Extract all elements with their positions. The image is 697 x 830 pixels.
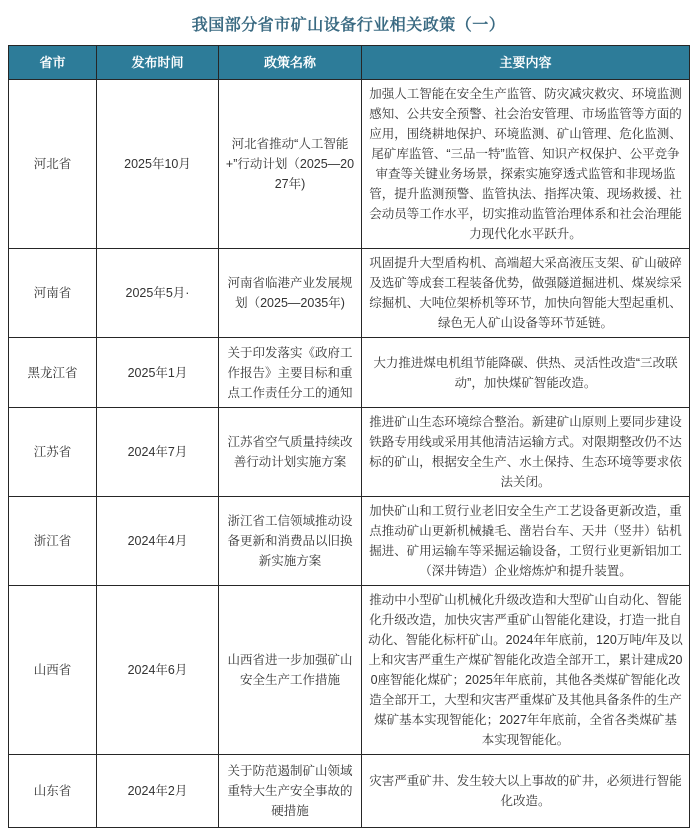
province-cell: 浙江省	[9, 497, 97, 586]
province-cell: 江苏省	[9, 408, 97, 497]
page-title: 我国部分省市矿山设备行业相关政策（一）	[191, 17, 506, 34]
policy-name-cell: 浙江省工信领域推动设备更新和消费品以旧换新实施方案	[219, 497, 362, 586]
policy-table	[8, 45, 690, 828]
policy-name-cell: 河南省临港产业发展规划（2025—2035年)	[219, 249, 362, 338]
date-cell: 2024年7月	[97, 408, 219, 497]
policy-name-cell: 山西省进一步加强矿山安全生产工作措施	[219, 586, 362, 755]
table-row-zhejiang	[9, 497, 690, 586]
date-cell: 2025年1月	[97, 338, 219, 408]
col-header-province: 省市	[9, 46, 97, 80]
col-header-main-content: 主要内容	[362, 46, 690, 80]
policy-content-cell: 推进矿山生态环境综合整治。新建矿山原则上要同步建设铁路专用线或采用其他清洁运输方式。对限期整改仍不达标的矿山，根据安全生产、水土保持、生态环境等要求依法关闭。	[362, 408, 690, 497]
table-row-jiangsu	[9, 408, 690, 497]
table-row-shanxi	[9, 586, 690, 755]
province-cell: 山东省	[9, 755, 97, 828]
date-cell: 2024年6月	[97, 586, 219, 755]
policy-name-cell: 关于防范遏制矿山领域重特大生产安全事故的硬措施	[219, 755, 362, 828]
date-cell: 2024年4月	[97, 497, 219, 586]
table-row-shandong	[9, 755, 690, 828]
province-cell: 河北省	[9, 80, 97, 249]
policy-content-cell: 推动中小型矿山机械化升级改造和大型矿山自动化、智能化升级改造，加快灾害严重矿山智能化建设，打造一批自动化、智能化标杆矿山。2024年年底前，120万吨/年及以上和灾害严重生产煤矿智能化改造全部开工，累计建成200座智能化煤矿；2025年年底前，其他各类煤矿智能化改造全部开工，大型和灾害严重煤矿及其他具备条件的生产煤矿基本实现智能化；2027年年底前，全省各类煤矿基本实现智能化。	[362, 586, 690, 755]
table-row-heilongjiang	[9, 338, 690, 408]
policy-content-cell: 大力推进煤电机组节能降碳、供热、灵活性改造“三改联动”，加快煤矿智能改造。	[362, 338, 690, 408]
date-cell: 2024年2月	[97, 755, 219, 828]
policy-name-cell: 河北省推动“人工智能+”行动计划（2025—2027年)	[219, 80, 362, 249]
province-cell: 河南省	[9, 249, 97, 338]
policy-content-cell: 巩固提升大型盾构机、高端超大采高液压支架、矿山破碎及选矿等成套工程装备优势，做强隧道掘进机、煤炭综采综掘机、大吨位架桥机等环节，加快向智能大型起重机、绿色无人矿山设备等环节延链。	[362, 249, 690, 338]
policy-name-cell: 关于印发落实《政府工作报告》主要目标和重点工作责任分工的通知	[219, 338, 362, 408]
header-row	[9, 46, 690, 80]
col-header-policy-name: 政策名称	[219, 46, 362, 80]
province-cell: 黑龙江省	[9, 338, 97, 408]
policy-name-cell: 江苏省空气质量持续改善行动计划实施方案	[219, 408, 362, 497]
date-cell: 2025年10月	[97, 80, 219, 249]
policy-content-cell: 加快矿山和工贸行业老旧安全生产工艺设备更新改造，重点推动矿山更新机械撬毛、凿岩台车、天井（竖井）钻机掘进、矿用运输车等采掘运输设备，工贸行业更新铝加工（深井铸造）企业熔炼炉和提升装置。	[362, 497, 690, 586]
col-header-date: 发布时间	[97, 46, 219, 80]
date-cell: 2025年5月·	[97, 249, 219, 338]
province-cell: 山西省	[9, 586, 97, 755]
policy-content-cell: 加强人工智能在安全生产监管、防灾减灾救灾、环境监测感知、公共安全预警、社会治安管理、市场监管等方面的应用，围绕耕地保护、环境监测、矿山管理、危化监测、尾矿库监管、“三品一特”监管、知识产权保护、公平竞争审查等关键业务场景，探索实施穿透式监管和非现场监管，提升监测预警、监管执法、指挥决策、现场救援、社会动员等工作水平，切实推动监管治理体系和社会治理能力现代化水平跃升。	[362, 80, 690, 249]
policy-content-cell: 灾害严重矿井、发生较大以上事故的矿井，必须进行智能化改造。	[362, 755, 690, 828]
table-row-henan	[9, 249, 690, 338]
table-row-hebei	[9, 80, 690, 249]
